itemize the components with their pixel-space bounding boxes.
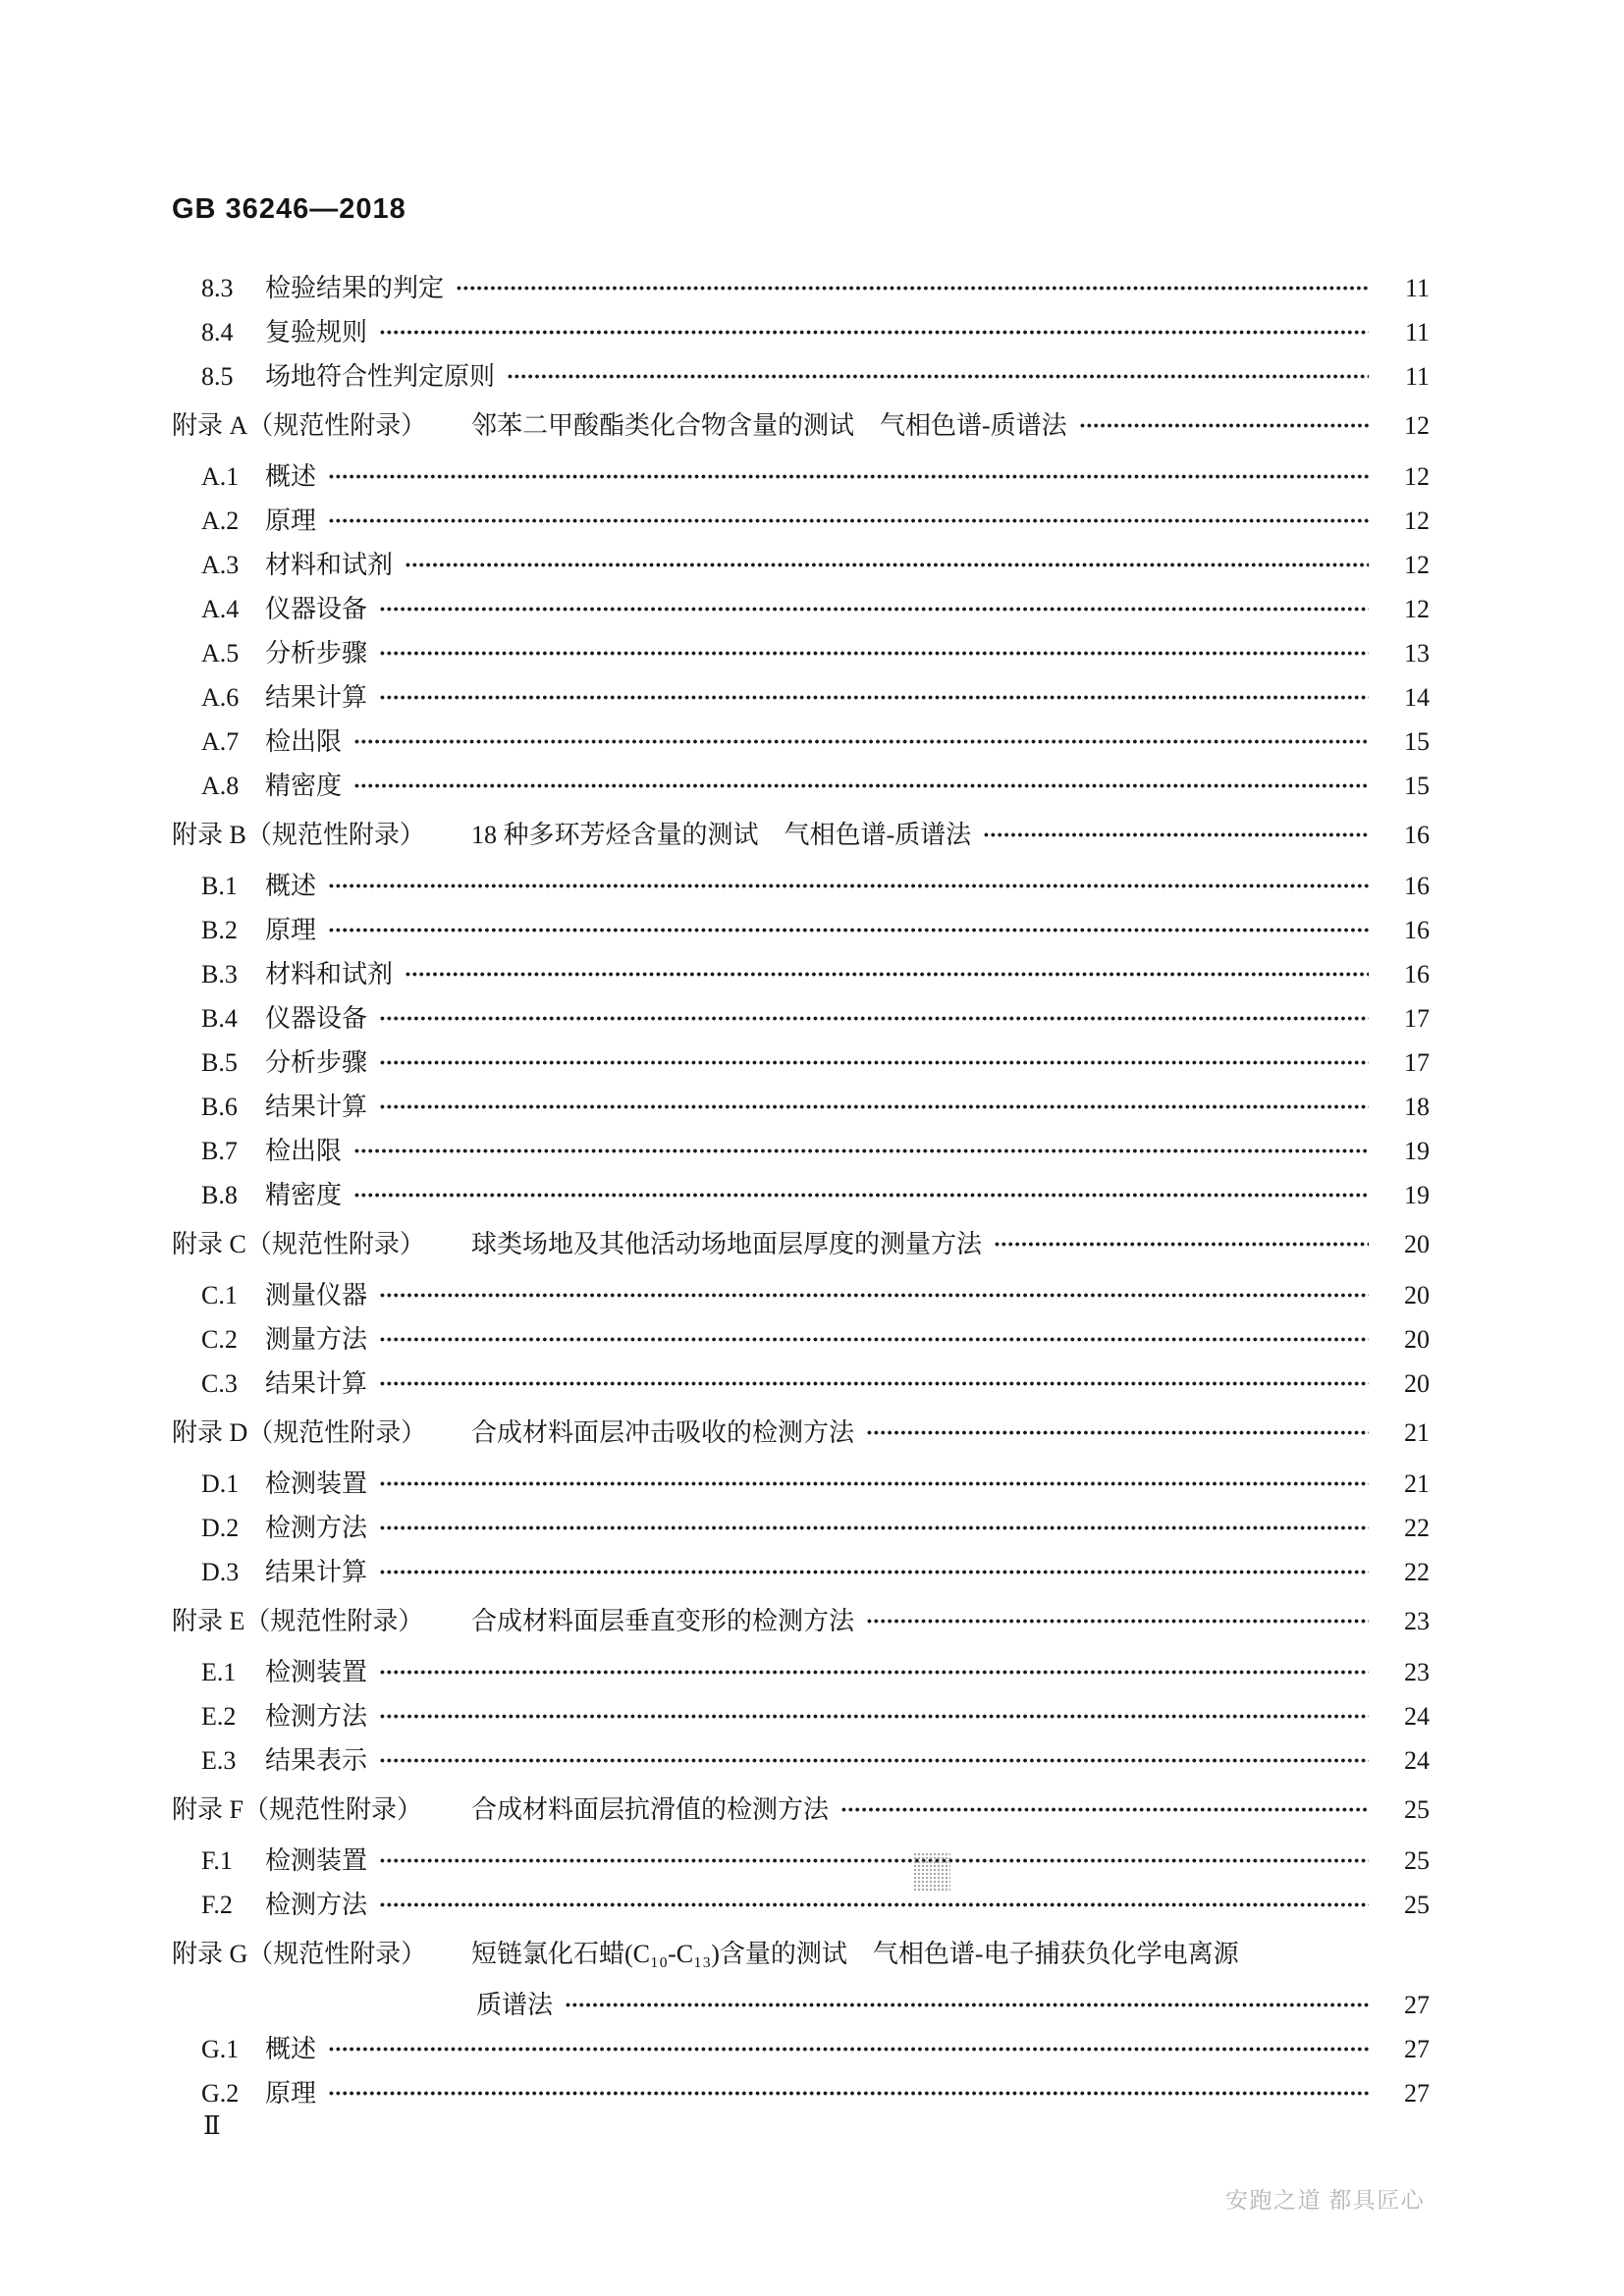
entry-page-number: 22 <box>1404 1558 1430 1586</box>
toc-entry <box>0 1550 1624 1594</box>
dot-leader <box>565 1983 1369 2027</box>
entry-page-number: 12 <box>1404 595 1430 623</box>
entry-title: 原理 <box>265 916 317 944</box>
dot-leader <box>379 1839 1369 1883</box>
entry-number: D.3 <box>201 1558 240 1586</box>
toc-entry <box>0 454 1624 499</box>
entry-title: 检测方法 <box>265 1891 368 1919</box>
entry-number: B.7 <box>201 1137 238 1165</box>
entry-page-number: 23 <box>1404 1607 1430 1635</box>
toc-entry <box>0 499 1624 543</box>
entry-title: 18 种多环芳烃含量的测试 气相色谱-质谱法 <box>471 821 972 849</box>
entry-page-number: 23 <box>1404 1658 1430 1686</box>
entry-number: B.5 <box>201 1048 238 1077</box>
entry-title: 结果计算 <box>265 1369 368 1398</box>
dot-leader <box>1079 403 1369 448</box>
dot-leader <box>353 720 1369 764</box>
entry-title: 概述 <box>265 872 317 900</box>
dot-leader <box>328 499 1369 543</box>
dot-leader <box>983 813 1369 857</box>
toc-entry <box>0 354 1624 399</box>
toc-entry <box>0 1411 1624 1455</box>
entry-title: 合成材料面层冲击吸收的检测方法 <box>471 1418 855 1447</box>
entry-page-number: 11 <box>1404 318 1430 347</box>
entry-page-number: 20 <box>1404 1281 1430 1309</box>
entry-number: A.7 <box>201 727 240 756</box>
entry-title: 结果计算 <box>265 1558 368 1586</box>
entry-number: F.1 <box>201 1846 233 1875</box>
dot-leader <box>1251 1932 1369 1976</box>
entry-number: B.3 <box>201 960 238 988</box>
entry-page-number: 20 <box>1404 1369 1430 1398</box>
entry-title: 结果表示 <box>265 1746 368 1775</box>
entry-title: 分析步骤 <box>265 1048 368 1077</box>
toc-entry <box>0 587 1624 631</box>
toc-entry <box>0 1506 1624 1550</box>
entry-title: 检测方法 <box>265 1702 368 1731</box>
entry-title: 检测方法 <box>265 1514 368 1542</box>
entry-number: D.2 <box>201 1514 240 1542</box>
toc-entry <box>0 952 1624 996</box>
toc-entry <box>0 1839 1624 1883</box>
dot-leader <box>379 1085 1369 1129</box>
toc-entry <box>0 675 1624 720</box>
dot-leader <box>379 1317 1369 1362</box>
entry-page-number: 25 <box>1404 1846 1430 1875</box>
entry-title: 测量方法 <box>265 1325 368 1354</box>
toc-entry <box>0 310 1624 354</box>
entry-title: 复验规则 <box>265 318 368 347</box>
dot-leader <box>328 864 1369 908</box>
entry-title: 仪器设备 <box>265 1004 368 1033</box>
entry-number: F.2 <box>201 1891 233 1919</box>
entry-page-number: 27 <box>1404 2079 1430 2108</box>
toc-entry <box>0 543 1624 587</box>
toc-entry <box>0 1222 1624 1266</box>
entry-page-number: 21 <box>1404 1469 1430 1498</box>
entry-number: C.3 <box>201 1369 238 1398</box>
dot-leader <box>379 1883 1369 1927</box>
entry-title: 概述 <box>265 462 317 491</box>
entry-title: 检测装置 <box>265 1846 368 1875</box>
entry-number: B.2 <box>201 916 238 944</box>
watermark-text: 安跑之道 都具匠心 <box>1225 2188 1426 2213</box>
footer-page-number: Ⅱ <box>203 2111 221 2140</box>
entry-page-number: 20 <box>1404 1230 1430 1258</box>
dot-leader <box>456 266 1369 310</box>
dot-leader <box>379 1650 1369 1694</box>
entry-number: 附录 B（规范性附录） <box>172 821 425 849</box>
entry-page-number: 12 <box>1404 551 1430 579</box>
toc-entry <box>0 996 1624 1041</box>
toc-entry <box>0 1932 1624 1976</box>
gray-stamp-artifact <box>913 1852 950 1892</box>
toc-entry <box>0 403 1624 448</box>
dot-leader <box>328 2027 1369 2071</box>
entry-number: A.2 <box>201 507 240 535</box>
entry-title: 质谱法 <box>476 1991 554 2019</box>
entry-number: A.8 <box>201 772 240 800</box>
entry-page-number: 17 <box>1404 1004 1430 1033</box>
entry-page-number: 19 <box>1404 1181 1430 1209</box>
dot-leader <box>353 1129 1369 1173</box>
entry-title: 概述 <box>265 2035 317 2063</box>
dot-leader <box>379 1273 1369 1317</box>
entry-page-number: 27 <box>1404 1991 1430 2019</box>
toc-entry <box>0 1085 1624 1129</box>
dot-leader <box>379 1694 1369 1738</box>
entry-page-number: 20 <box>1404 1325 1430 1354</box>
entry-page-number: 11 <box>1404 274 1430 302</box>
entry-number: A.1 <box>201 462 240 491</box>
entry-page-number: 18 <box>1404 1093 1430 1121</box>
dot-leader <box>379 1550 1369 1594</box>
entry-number: 附录 D（规范性附录） <box>172 1418 427 1447</box>
dot-leader <box>405 543 1369 587</box>
entry-page-number: 27 <box>1404 2035 1430 2063</box>
entry-number: 附录 E（规范性附录） <box>172 1607 424 1635</box>
entry-number: B.4 <box>201 1004 238 1033</box>
entry-title: 测量仪器 <box>265 1281 368 1309</box>
entry-page-number: 16 <box>1404 960 1430 988</box>
entry-title: 检出限 <box>265 727 343 756</box>
entry-page-number: 16 <box>1404 916 1430 944</box>
toc-entry <box>0 1462 1624 1506</box>
entry-number: G.1 <box>201 2035 240 2063</box>
dot-leader <box>353 764 1369 808</box>
entry-title: 场地符合性判定原则 <box>265 362 496 391</box>
entry-title: 邻苯二甲酸酯类化合物含量的测试 气相色谱-质谱法 <box>471 411 1067 440</box>
entry-number: E.3 <box>201 1746 237 1775</box>
dot-leader <box>379 1506 1369 1550</box>
toc-entry <box>0 764 1624 808</box>
entry-title: 材料和试剂 <box>265 960 394 988</box>
entry-title: 原理 <box>265 2079 317 2108</box>
dot-leader <box>379 1041 1369 1085</box>
entry-page-number: 25 <box>1404 1795 1430 1824</box>
dot-leader <box>379 310 1369 354</box>
entry-title: 检测装置 <box>265 1658 368 1686</box>
entry-title: 原理 <box>265 507 317 535</box>
toc-entry <box>0 2071 1624 2115</box>
dot-leader <box>866 1599 1369 1643</box>
dot-leader <box>353 1173 1369 1217</box>
toc-entry <box>0 1694 1624 1738</box>
toc-entry <box>0 1650 1624 1694</box>
entry-number: A.6 <box>201 683 240 712</box>
toc-entry <box>0 1317 1624 1362</box>
entry-title: 检测装置 <box>265 1469 368 1498</box>
entry-page-number: 24 <box>1404 1702 1430 1731</box>
dot-leader <box>379 1462 1369 1506</box>
toc-entry <box>0 631 1624 675</box>
entry-number: A.5 <box>201 639 240 667</box>
dot-leader <box>328 2071 1369 2115</box>
entry-title: 精密度 <box>265 772 343 800</box>
dot-leader <box>379 675 1369 720</box>
entry-title: 球类场地及其他活动场地面层厚度的测量方法 <box>471 1230 983 1258</box>
entry-title: 检验结果的判定 <box>265 274 445 302</box>
toc-entry <box>0 1273 1624 1317</box>
entry-page-number: 15 <box>1404 772 1430 800</box>
entry-page-number: 24 <box>1404 1746 1430 1775</box>
entry-page-number: 12 <box>1404 462 1430 491</box>
entry-number: 附录 A（规范性附录） <box>172 411 427 440</box>
entry-number: A.3 <box>201 551 240 579</box>
toc-entry <box>0 2027 1624 2071</box>
dot-leader <box>379 996 1369 1041</box>
toc-entry <box>0 1738 1624 1783</box>
entry-number: C.2 <box>201 1325 238 1354</box>
entry-number: E.1 <box>201 1658 237 1686</box>
dot-leader <box>994 1222 1369 1266</box>
entry-page-number: 12 <box>1404 411 1430 440</box>
entry-page-number: 12 <box>1404 507 1430 535</box>
standard-number-header: GB 36246—2018 <box>172 193 406 225</box>
toc-entry <box>0 1129 1624 1173</box>
toc-entry <box>0 908 1624 952</box>
entry-number: 8.4 <box>201 318 234 347</box>
entry-number: E.2 <box>201 1702 237 1731</box>
entry-title: 结果计算 <box>265 1093 368 1121</box>
entry-number: C.1 <box>201 1281 238 1309</box>
toc-entry <box>0 1173 1624 1217</box>
entry-number: 附录 G（规范性附录） <box>172 1940 427 1968</box>
toc-entry <box>0 1788 1624 1832</box>
toc-entry <box>0 813 1624 857</box>
entry-title: 材料和试剂 <box>265 551 394 579</box>
toc-entry <box>0 720 1624 764</box>
dot-leader <box>379 631 1369 675</box>
entry-title: 仪器设备 <box>265 595 368 623</box>
toc-entry <box>0 1041 1624 1085</box>
dot-leader <box>328 908 1369 952</box>
dot-leader <box>840 1788 1369 1832</box>
entry-title: 结果计算 <box>265 683 368 712</box>
entry-title: 精密度 <box>265 1181 343 1209</box>
entry-title: 合成材料面层垂直变形的检测方法 <box>471 1607 855 1635</box>
entry-number: 8.3 <box>201 274 234 302</box>
dot-leader <box>507 354 1369 399</box>
entry-title: 合成材料面层抗滑值的检测方法 <box>471 1795 830 1824</box>
toc-entry <box>0 1599 1624 1643</box>
entry-number: B.6 <box>201 1093 238 1121</box>
toc <box>0 266 1624 2115</box>
entry-page-number: 25 <box>1404 1891 1430 1919</box>
entry-page-number: 14 <box>1404 683 1430 712</box>
entry-number: B.8 <box>201 1181 238 1209</box>
dot-leader <box>379 1738 1369 1783</box>
toc-entry <box>0 1362 1624 1406</box>
entry-page-number: 15 <box>1404 727 1430 756</box>
entry-page-number: 21 <box>1404 1418 1430 1447</box>
entry-page-number: 22 <box>1404 1514 1430 1542</box>
dot-leader <box>379 1362 1369 1406</box>
entry-page-number: 16 <box>1404 821 1430 849</box>
entry-number: 附录 F（规范性附录） <box>172 1795 422 1824</box>
dot-leader <box>379 587 1369 631</box>
toc-entry <box>0 864 1624 908</box>
entry-title: 短链氯化石蜡(C₁₀-C₁₃)含量的测试 气相色谱-电子捕获负化学电离源 <box>471 1940 1239 1968</box>
entry-number: B.1 <box>201 872 238 900</box>
entry-number: 8.5 <box>201 362 234 391</box>
entry-number: D.1 <box>201 1469 240 1498</box>
toc-entry <box>0 1983 1624 2027</box>
toc-entry <box>0 1883 1624 1927</box>
entry-page-number: 17 <box>1404 1048 1430 1077</box>
dot-leader <box>328 454 1369 499</box>
entry-page-number: 16 <box>1404 872 1430 900</box>
dot-leader <box>866 1411 1369 1455</box>
entry-page-number: 11 <box>1404 362 1430 391</box>
entry-number: A.4 <box>201 595 240 623</box>
entry-title: 检出限 <box>265 1137 343 1165</box>
entry-number: G.2 <box>201 2079 240 2108</box>
dot-leader <box>405 952 1369 996</box>
toc-entry <box>0 266 1624 310</box>
entry-page-number: 13 <box>1404 639 1430 667</box>
entry-title: 分析步骤 <box>265 639 368 667</box>
entry-page-number: 19 <box>1404 1137 1430 1165</box>
entry-number: 附录 C（规范性附录） <box>172 1230 425 1258</box>
